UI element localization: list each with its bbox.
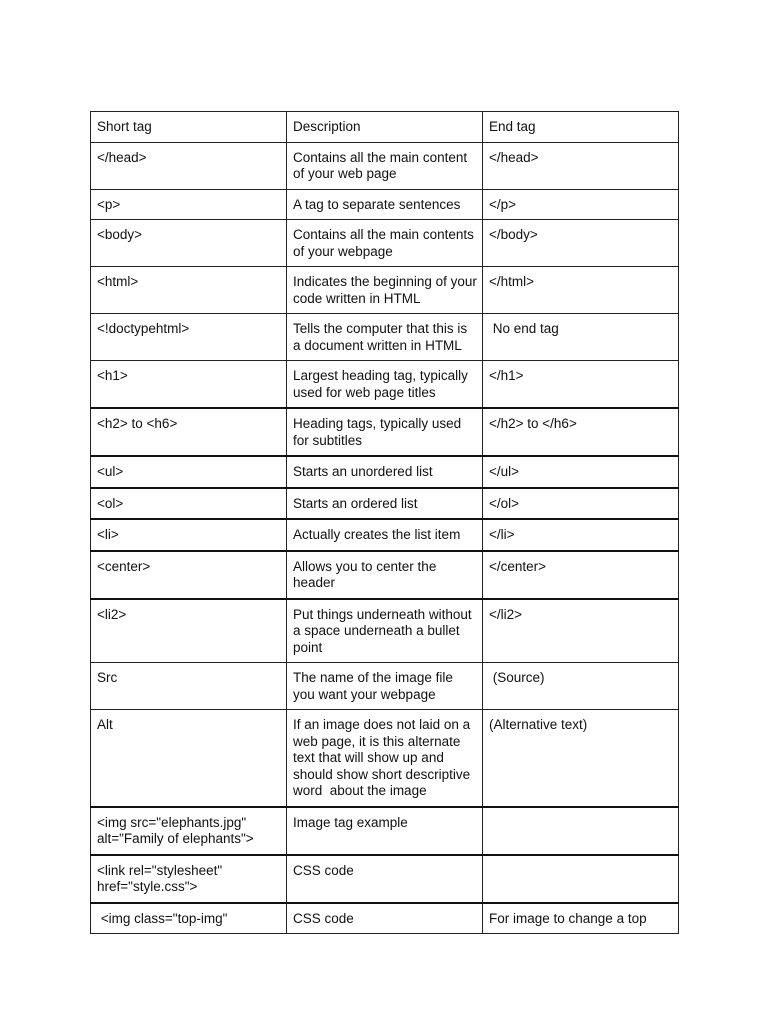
description-cell: Put things underneath without a space underneath a bullet point xyxy=(287,599,483,663)
description-cell: If an image does not laid on a web page, it is this alternate text that will show up and should show short descriptive word about the image xyxy=(287,710,483,807)
end-tag-cell: </ol> xyxy=(483,488,679,520)
table-row xyxy=(91,519,679,551)
description-cell: The name of the image file you want your webpage xyxy=(287,663,483,710)
end-tag-cell xyxy=(483,855,679,903)
end-tag-cell: </h2> to </h6> xyxy=(483,408,679,456)
table-row xyxy=(91,551,679,599)
description-cell: CSS code xyxy=(287,903,483,934)
description-cell: Allows you to center the header xyxy=(287,551,483,599)
end-tag-cell: </li> xyxy=(483,519,679,551)
table-row xyxy=(91,456,679,488)
description-cell: Largest heading tag, typically used for web page titles xyxy=(287,361,483,409)
short-tag-cell: <html> xyxy=(91,267,287,314)
table-row xyxy=(91,599,679,663)
tags-table xyxy=(90,111,679,934)
end-tag-cell: For image to change a top xyxy=(483,903,679,934)
end-tag-cell: </center> xyxy=(483,551,679,599)
description-cell: A tag to separate sentences xyxy=(287,189,483,220)
end-tag-cell: (Source) xyxy=(483,663,679,710)
table-row xyxy=(91,663,679,710)
end-tag-cell: </h1> xyxy=(483,361,679,409)
short-tag-cell: <p> xyxy=(91,189,287,220)
short-tag-cell: <link rel="stylesheet" href="style.css"> xyxy=(91,855,287,903)
description-cell: Contains all the main contents of your webpage xyxy=(287,220,483,267)
table-row xyxy=(91,488,679,520)
description-cell: Starts an ordered list xyxy=(287,488,483,520)
end-tag-cell: (Alternative text) xyxy=(483,710,679,807)
table-row xyxy=(91,314,679,361)
header-cell-end-tag: End tag xyxy=(483,112,679,143)
end-tag-cell: </p> xyxy=(483,189,679,220)
description-cell: Actually creates the list item xyxy=(287,519,483,551)
description-cell: CSS code xyxy=(287,855,483,903)
table-row xyxy=(91,267,679,314)
short-tag-cell: <ul> xyxy=(91,456,287,488)
table-row xyxy=(91,855,679,903)
end-tag-cell: </ul> xyxy=(483,456,679,488)
end-tag-cell: </li2> xyxy=(483,599,679,663)
table-row xyxy=(91,142,679,189)
short-tag-cell: <center> xyxy=(91,551,287,599)
short-tag-cell: <h1> xyxy=(91,361,287,409)
short-tag-cell: Src xyxy=(91,663,287,710)
short-tag-cell: <li2> xyxy=(91,599,287,663)
end-tag-cell: </html> xyxy=(483,267,679,314)
table-row xyxy=(91,408,679,456)
table-row xyxy=(91,361,679,409)
description-cell: Heading tags, typically used for subtitles xyxy=(287,408,483,456)
header-cell-description: Description xyxy=(287,112,483,143)
description-cell: Image tag example xyxy=(287,807,483,855)
table-row xyxy=(91,903,679,934)
short-tag-cell: <!doctypehtml> xyxy=(91,314,287,361)
short-tag-cell: Alt xyxy=(91,710,287,807)
short-tag-cell: <h2> to <h6> xyxy=(91,408,287,456)
description-cell: Tells the computer that this is a document written in HTML xyxy=(287,314,483,361)
table-row xyxy=(91,710,679,807)
table-row xyxy=(91,189,679,220)
short-tag-cell: <img src="elephants.jpg" alt="Family of elephants"> xyxy=(91,807,287,855)
short-tag-cell: <img class="top-img" xyxy=(91,903,287,934)
description-cell: Indicates the beginning of your code written in HTML xyxy=(287,267,483,314)
short-tag-cell: <body> xyxy=(91,220,287,267)
end-tag-cell: </head> xyxy=(483,142,679,189)
short-tag-cell: <li> xyxy=(91,519,287,551)
end-tag-cell: No end tag xyxy=(483,314,679,361)
header-cell-short-tag: Short tag xyxy=(91,112,287,143)
description-cell: Contains all the main content of your web page xyxy=(287,142,483,189)
short-tag-cell: </head> xyxy=(91,142,287,189)
short-tag-cell: <ol> xyxy=(91,488,287,520)
end-tag-cell: </body> xyxy=(483,220,679,267)
end-tag-cell xyxy=(483,807,679,855)
table-row xyxy=(91,220,679,267)
header-row xyxy=(91,112,679,143)
description-cell: Starts an unordered list xyxy=(287,456,483,488)
table-row xyxy=(91,807,679,855)
